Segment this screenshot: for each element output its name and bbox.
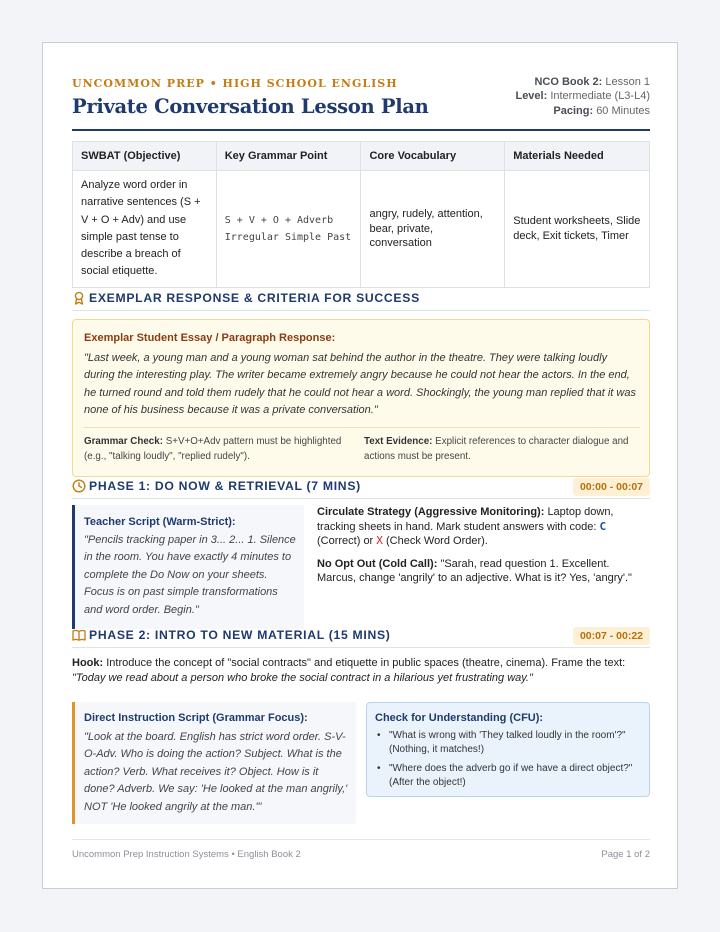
meta-book: NCO Book 2: Lesson 1 (534, 76, 650, 88)
text-evidence: Text Evidence: Explicit references to character dialogue and actions must be present. (364, 436, 629, 462)
divider (72, 839, 650, 840)
exemplar-box (72, 319, 650, 477)
footer-page-number: Page 1 of 2 (601, 849, 650, 860)
direct-instruction-heading: Direct Instruction Script (Grammar Focus): (84, 712, 308, 724)
header-swbat: SWBAT (Objective) (73, 142, 217, 171)
direct-instruction-box (72, 702, 356, 824)
phase1-title: PHASE 1: DO NOW & RETRIEVAL (7 MINS) (89, 479, 361, 493)
divider (72, 498, 650, 499)
table-header-row (73, 142, 650, 171)
book-icon (72, 628, 86, 642)
divider (72, 647, 650, 648)
teacher-script-heading: Teacher Script (Warm-Strict): (84, 516, 236, 528)
divider (84, 427, 640, 428)
phase1-heading (72, 477, 650, 497)
objectives-table (72, 141, 650, 288)
footer-left: Uncommon Prep Instruction Systems • English Book 2 (72, 849, 301, 860)
lesson-plan-page (42, 42, 678, 889)
hook-paragraph: Hook: Introduce the concept of "social contracts" and etiquette in public spaces (theatre, cinema). Frame the text: "Today we read about a person who broke the social contract in a hilarious yet frustrating way." (72, 657, 626, 684)
exemplar-section-heading (72, 289, 650, 309)
phase2-title: PHASE 2: INTRO TO NEW MATERIAL (15 MINS) (89, 628, 391, 642)
header-grammar: Key Grammar Point (216, 142, 361, 171)
phase2-heading (72, 626, 650, 646)
teacher-script-box (72, 505, 304, 629)
direct-instruction-text: "Look at the board. English has strict word order. S-V-O-Adv. Who is doing the action? Subject. What is the action? Verb. What receives it? Object. How is it done? Adverb. We say: 'He looked at the man angrily,' NOT 'He looked angrily at the man.'" (84, 731, 348, 813)
list-item: • "Where does the adverb go if we have a direct object?" (After the object!) (375, 762, 637, 790)
award-icon (72, 291, 86, 305)
exemplar-section-title: EXEMPLAR RESPONSE & CRITERIA FOR SUCCESS (89, 291, 420, 305)
exemplar-heading: Exemplar Student Essay / Paragraph Response: (84, 332, 336, 344)
no-opt-out: No Opt Out (Cold Call): "Sarah, read question 1. Excellent. Marcus, change 'angrily' to an adjective. What is it? Yes, 'angry'." (317, 557, 632, 584)
exemplar-quote: "Last week, a young man and a young woman sat behind the author in the theatre. They were talking loudly during the interesting play. The writer became extremely angry because he could not hear the actors. In the end, he turned round and told them rudely that he could not hear a word. Shockingly, the young man replied that it was none of his business because it was a private conversation." (84, 352, 636, 416)
circulate-strategy: Circulate Strategy (Aggressive Monitoring): Laptop down, tracking sheets in hand. Mark student answers with code: C (Correct) or X (Check Word Order). (317, 506, 614, 547)
header-materials: Materials Needed (505, 142, 650, 171)
page-title: Private Conversation Lesson Plan (72, 95, 429, 118)
phase1-strategies (317, 505, 650, 594)
divider (72, 310, 650, 311)
cell-swbat: Analyze word order in narrative sentences (S + V + O + Adv) and use simple past tense to describe a breach of social etiquette. (73, 171, 217, 288)
cell-vocabulary: angry, rudely, attention, bear, private, conversation (361, 171, 505, 288)
meta-pacing: Pacing: 60 Minutes (553, 104, 650, 117)
header-vocabulary: Core Vocabulary (361, 142, 505, 171)
table-row (73, 171, 650, 288)
cfu-box (366, 702, 650, 797)
page-header (72, 75, 650, 131)
phase1-time-badge: 00:00 - 00:07 (573, 478, 650, 496)
lesson-meta (515, 75, 650, 118)
header-kicker: UNCOMMON PREP • HIGH SCHOOL ENGLISH (72, 77, 398, 90)
grammar-check: Grammar Check: S+V+O+Adv pattern must be highlighted (e.g., "talking loudly", "replied rudely"). (84, 436, 342, 462)
cfu-heading: Check for Understanding (CFU): (375, 712, 544, 724)
meta-level: Level: Intermediate (L3-L4) (515, 90, 650, 103)
cfu-list (375, 729, 637, 795)
teacher-script-text: "Pencils tracking paper in 3... 2... 1. Silence in the room. You have exactly 4 minutes to complete the Do Now on your sheets. Focus is on past simple transformations and word order. Begin." (84, 534, 296, 616)
phase2-time-badge: 00:07 - 00:22 (573, 627, 650, 645)
list-item: • "What is wrong with 'They talked loudly in the room'?" (Nothing, it matches!) (375, 729, 637, 757)
clock-icon (72, 479, 86, 493)
cell-materials: Student worksheets, Slide deck, Exit tickets, Timer (505, 171, 650, 288)
cell-grammar: S + V + O + Adverb Irregular Simple Past (216, 171, 361, 288)
